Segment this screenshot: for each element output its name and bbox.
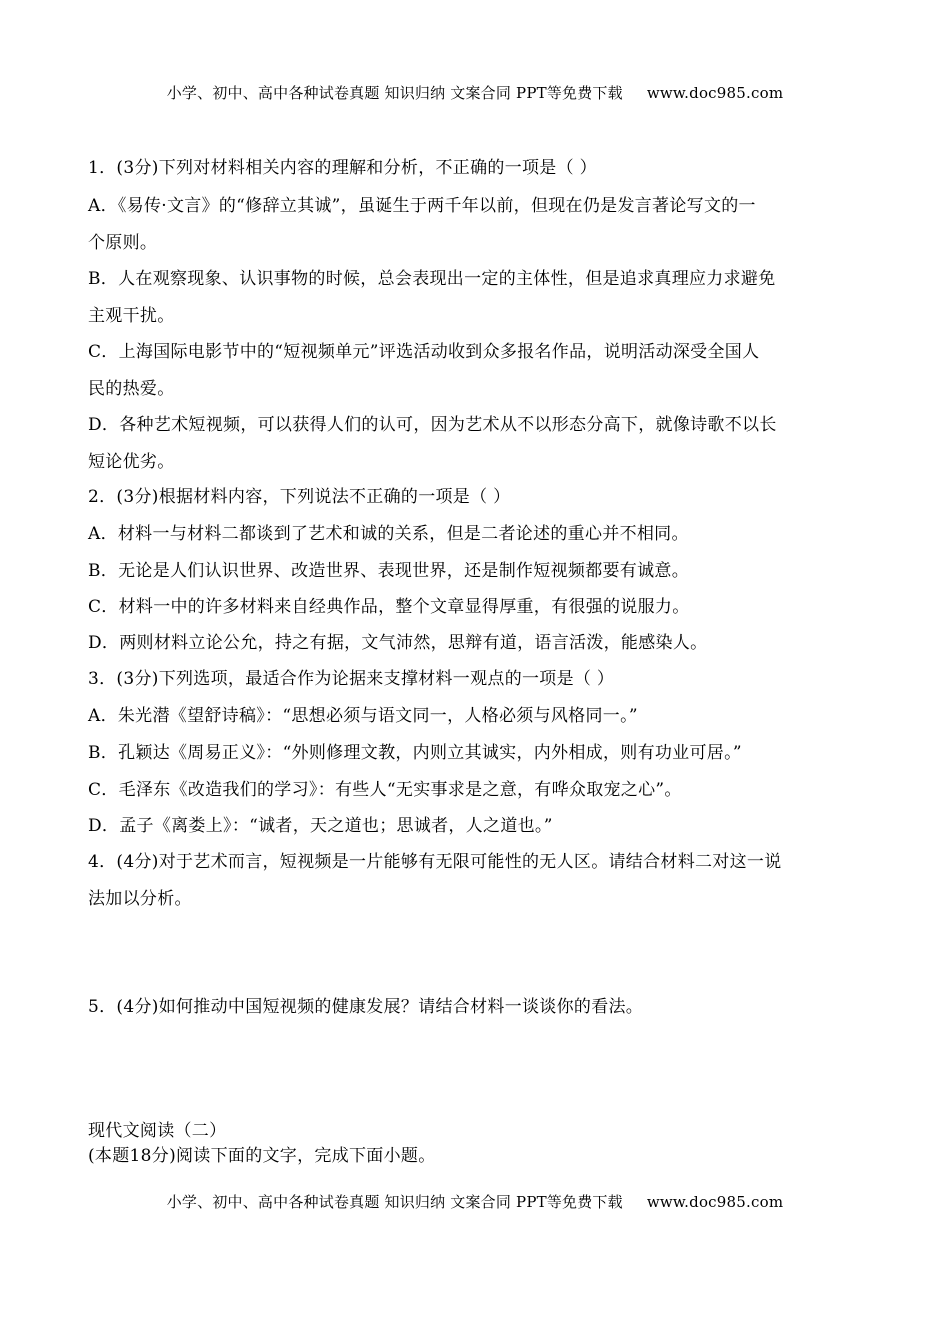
q1-stem: 1．(3分)下列对材料相关内容的理解和分析，不正确的一项是（ ） — [88, 158, 597, 178]
q1-option-b: B．人在观察现象、认识事物的时候，总会表现出一定的主体性，但是追求真理应力求避免 — [88, 269, 776, 289]
q1-option-a: A．《易传·文言》的“修辞立其诚”，虽诞生于两千年以前，但现在仍是发言著论写文的一 — [88, 196, 756, 216]
q3-option-c: C．毛泽东《改造我们的学习》：有些人“无实事求是之意，有哗众取宠之心”。 — [88, 780, 682, 800]
footer-banner — [0, 1191, 950, 1212]
q2-option-b: B．无论是人们认识世界、改造世界、表现世界，还是制作短视频都要有诚意。 — [88, 561, 689, 581]
q2-option-d: D．两则材料立论公允，持之有据，文气沛然，思辩有道，语言活泼，能感染人。 — [88, 633, 708, 653]
q5-stem: 5．(4分)如何推动中国短视频的健康发展？请结合材料一谈谈你的看法。 — [88, 997, 644, 1017]
q2-stem: 2．(3分)根据材料内容，下列说法不正确的一项是（ ） — [88, 487, 511, 507]
q3-stem: 3．(3分)下列选项，最适合作为论据来支撑材料一观点的一项是（ ） — [88, 669, 615, 689]
q3-option-d: D．孟子《离娄上》：“诚者，天之道也；思诚者，人之道也。” — [88, 816, 553, 836]
q1-option-b-cont: 主观干扰。 — [88, 306, 175, 326]
q1-option-c: C．上海国际电影节中的“短视频单元”评选活动收到众多报名作品，说明活动深受全国人 — [88, 342, 760, 362]
footer-text: 小学、初中、高中各种试卷真题 知识归纳 文案合同 PPT等免费下载 — [166, 1193, 623, 1211]
q3-option-b: B．孔颖达《周易正义》：“外则修理文教，内则立其诚实，内外相成，则有功业可居。” — [88, 743, 742, 763]
q1-option-c-cont: 民的热爱。 — [88, 379, 175, 399]
header-text: 小学、初中、高中各种试卷真题 知识归纳 文案合同 PPT等免费下载 — [166, 84, 623, 102]
section-title: 现代文阅读（二） — [88, 1121, 227, 1141]
header-url: www.doc985.com — [646, 84, 784, 102]
header-banner — [0, 82, 950, 103]
q3-option-a: A．朱光潜《望舒诗稿》：“思想必须与语文同一，人格必须与风格同一。” — [88, 706, 638, 726]
footer-url: www.doc985.com — [646, 1193, 784, 1211]
q1-option-d-cont: 短论优劣。 — [88, 452, 175, 472]
q1-option-a-cont: 个原则。 — [88, 233, 158, 253]
q1-option-d: D．各种艺术短视频，可以获得人们的认可，因为艺术从不以形态分高下，就像诗歌不以长 — [88, 415, 777, 435]
section-instruction: (本题18分)阅读下面的文字，完成下面小题。 — [88, 1146, 436, 1166]
q4-stem: 4．(4分)对于艺术而言，短视频是一片能够有无限可能性的无人区。请结合材料二对这一说 — [88, 852, 782, 872]
q2-option-c: C．材料一中的许多材料来自经典作品，整个文章显得厚重，有很强的说服力。 — [88, 597, 690, 617]
q2-option-a: A．材料一与材料二都谈到了艺术和诚的关系，但是二者论述的重心并不相同。 — [88, 524, 689, 544]
q4-stem-cont: 法加以分析。 — [88, 889, 192, 909]
